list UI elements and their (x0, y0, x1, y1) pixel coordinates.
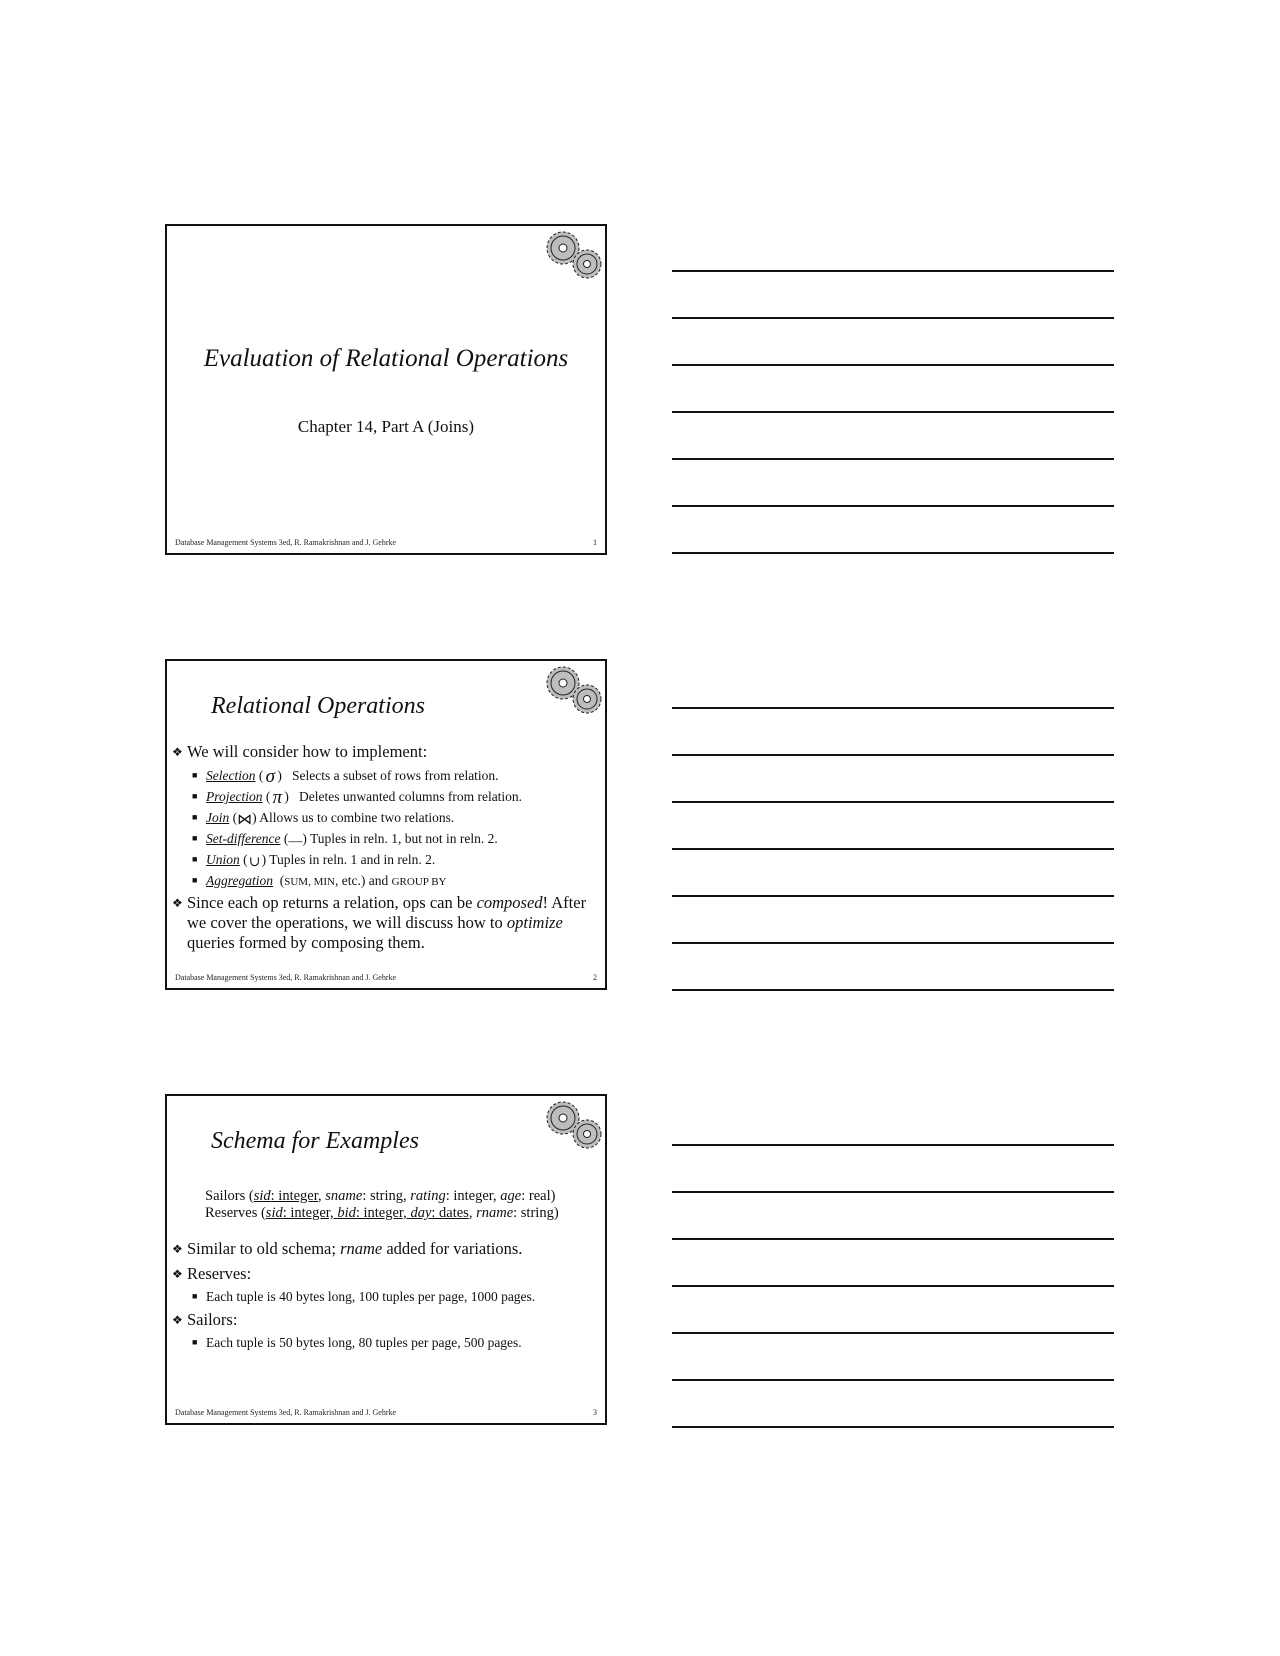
gears-icon (535, 661, 605, 717)
note-line (672, 895, 1114, 897)
union-symbol: ∪ (248, 855, 261, 870)
gears-icon (535, 1096, 605, 1152)
slide-subtitle: Chapter 14, Part A (Joins) (297, 417, 475, 436)
op-item-union: ■ Union (∪) Tuples in reln. 1 and in reln. 2. (192, 852, 436, 870)
bullet-item: ❖ Reserves: (172, 1264, 252, 1283)
slide-3 (165, 1094, 607, 1425)
op-item-set-difference: ■ Set-difference (—) Tuples in reln. 1, but not in reln. 2. (192, 831, 498, 849)
note-line (672, 458, 1114, 460)
minus-symbol: — (288, 834, 303, 849)
op-desc: Tuples in reln. 1, but not in reln. 2. (309, 831, 498, 846)
slide-title: Schema for Examples (211, 1128, 419, 1154)
note-line (672, 754, 1114, 756)
slide-2 (165, 659, 607, 990)
op-name: Union (206, 852, 240, 867)
op-name: Set-difference (206, 831, 281, 846)
op-name: Join (206, 810, 230, 825)
diamond-bullet-icon: ❖ (172, 1313, 183, 1327)
sigma-symbol: σ (265, 766, 276, 787)
slide-number: 2 (593, 973, 597, 982)
note-line (672, 942, 1114, 944)
note-line (672, 1332, 1114, 1334)
square-bullet-icon: ■ (192, 854, 198, 864)
square-bullet-icon: ■ (192, 812, 198, 822)
note-line (672, 1144, 1114, 1146)
note-line (672, 552, 1114, 554)
note-line (672, 1379, 1114, 1381)
note-line (672, 801, 1114, 803)
note-line (672, 1285, 1114, 1287)
op-item-projection: ■ Projection ( π ) Deletes unwanted columns from relation. (192, 787, 523, 808)
op-desc: Tuples in reln. 1 and in reln. 2. (269, 852, 436, 867)
note-line (672, 317, 1114, 319)
diamond-bullet-icon: ❖ (172, 1242, 183, 1256)
footer-credit: Database Management Systems 3ed, R. Ramakrishnan and J. Gehrke (175, 973, 397, 982)
slide-1 (165, 224, 607, 555)
square-bullet-icon: ■ (192, 1291, 198, 1301)
slide-title: Evaluation of Relational Operations (203, 345, 569, 372)
op-desc: Allows us to combine two relations. (259, 810, 455, 825)
slide-footer (175, 972, 597, 984)
slide-number: 1 (593, 538, 597, 547)
square-bullet-icon: ■ (192, 1337, 198, 1347)
square-bullet-icon: ■ (192, 770, 198, 780)
gears-icon (535, 226, 605, 282)
op-name: Projection (206, 789, 263, 804)
op-desc-groupby: GROUP BY (391, 876, 447, 888)
op-desc: Selects a subset of rows from relation. (291, 768, 499, 783)
square-bullet-icon: ■ (192, 791, 198, 801)
bullet-item: ❖ Similar to old schema; rname added for variations. (172, 1239, 523, 1258)
bullet-item: ❖ Sailors: (172, 1310, 238, 1329)
diamond-bullet-icon: ❖ (172, 1267, 183, 1281)
op-item-aggregation: ■ Aggregation (SUM, MIN, etc.) and GROUP BY (192, 873, 447, 888)
schema-sailors: Sailors (sid: integer, sname: string, rating: integer, age: real) (205, 1188, 556, 1204)
slide-footer (175, 1407, 597, 1419)
note-line (672, 989, 1114, 991)
note-line (672, 411, 1114, 413)
bullet-item: ❖ We will consider how to implement: (172, 742, 428, 761)
op-item-join: ■ Join (⋈) Allows us to combine two relations. (192, 810, 455, 828)
diamond-bullet-icon: ❖ (172, 896, 183, 910)
op-desc: Deletes unwanted columns from relation. (299, 789, 523, 804)
note-line (672, 1238, 1114, 1240)
op-name: Selection (206, 768, 256, 783)
schema-reserves: Reserves (sid: integer, bid: integer, day: dates, rname: string) (205, 1205, 559, 1221)
note-line (672, 1191, 1114, 1193)
square-bullet-icon: ■ (192, 833, 198, 843)
op-item-selection: ■ Selection ( σ ) Selects a subset of rows from relation. (192, 766, 499, 787)
slide-number: 3 (593, 1408, 597, 1417)
op-desc-aggregates: SUM, MIN (284, 876, 335, 888)
note-line (672, 848, 1114, 850)
note-line (672, 270, 1114, 272)
bullet-item: ❖ Since each op returns a relation, ops can be composed! After we cover the operations, we will discuss how to optimize queries formed by composing them. (172, 893, 587, 952)
footer-credit: Database Management Systems 3ed, R. Ramakrishnan and J. Gehrke (175, 1408, 397, 1417)
diamond-bullet-icon: ❖ (172, 745, 183, 759)
sub-bullet-item: ■ Each tuple is 50 bytes long, 80 tuples per page, 500 pages. (192, 1335, 522, 1350)
note-line (672, 364, 1114, 366)
slide-footer (175, 537, 597, 549)
slide-title: Relational Operations (211, 693, 425, 719)
footer-credit: Database Management Systems 3ed, R. Ramakrishnan and J. Gehrke (175, 538, 397, 547)
note-line (672, 505, 1114, 507)
note-line (672, 707, 1114, 709)
sub-bullet-item: ■ Each tuple is 40 bytes long, 100 tuples per page, 1000 pages. (192, 1289, 536, 1304)
square-bullet-icon: ■ (192, 875, 198, 885)
op-desc-middle: , etc.) and (334, 873, 392, 888)
note-line (672, 1426, 1114, 1428)
join-symbol: ⋈ (237, 812, 253, 828)
op-name: Aggregation (206, 873, 273, 888)
pi-symbol: π (272, 787, 283, 808)
